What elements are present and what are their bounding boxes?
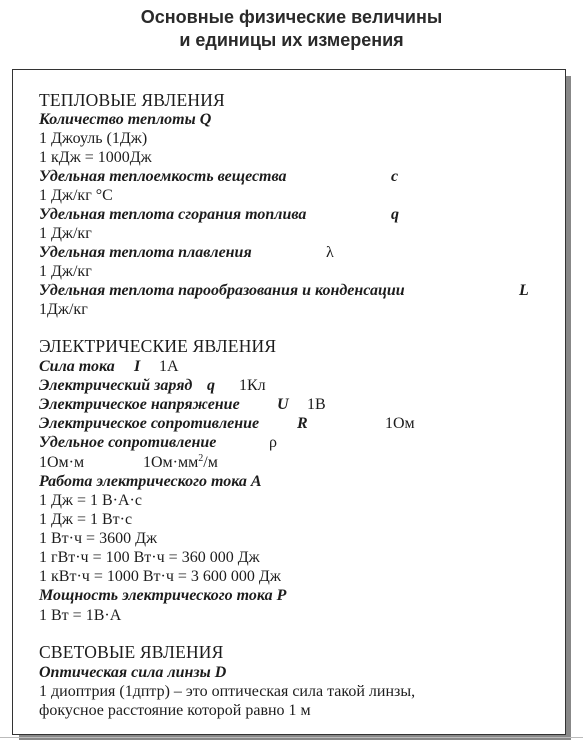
- fusion-row: [39, 243, 539, 262]
- resistivity-label: Удельное сопротивление: [39, 434, 217, 451]
- kilojoule-unit: 1 кДж = 1000Дж: [39, 149, 152, 166]
- combustion-row: [39, 205, 539, 224]
- section-header-light: СВЕТОВЫЕ ЯВЛЕНИЯ: [39, 642, 224, 662]
- work-unit-5: 1 кВт·ч = 1000 Вт·ч = 3 600 000 Дж: [39, 568, 281, 585]
- content-frame: [12, 69, 566, 735]
- vaporization-row: [39, 281, 549, 300]
- resistance-unit: 1Ом: [385, 415, 415, 432]
- vaporization-unit: 1Дж/кг: [39, 301, 88, 318]
- power-unit: 1 Вт = 1В·А: [39, 607, 122, 624]
- current-symbol: I: [134, 358, 141, 375]
- voltage-label: Электрическое напряжение: [39, 396, 240, 413]
- resistivity-unit-2: $1Ом\cdot мм^2/м$: [143, 453, 218, 471]
- diopter-definition-line-1: 1 диоптрия (1дптр) – это оптическая сила такой линзы,: [39, 683, 416, 700]
- section-header-electric: ЭЛЕКТРИЧЕСКИЕ ЯВЛЕНИЯ: [39, 336, 277, 356]
- voltage-unit: 1В: [307, 396, 326, 413]
- specific-heat-row: [39, 167, 539, 186]
- fusion-symbol: λ: [326, 244, 334, 261]
- section-header-thermal: ТЕПЛОВЫЕ ЯВЛЕНИЯ: [39, 90, 225, 110]
- charge-label: Электрический заряд: [39, 377, 193, 394]
- resistivity-units-row: [39, 453, 539, 472]
- page-title: [0, 6, 583, 52]
- divider: [0, 737, 583, 738]
- heat-quantity-label: Количество теплоты Q: [39, 111, 212, 128]
- combustion-symbol: q: [391, 206, 399, 223]
- resistance-symbol: R: [297, 415, 308, 432]
- vaporization-label: Удельная теплота парообразования и конденсации: [39, 282, 405, 299]
- joule-unit: 1 Джоуль (1Дж): [39, 130, 148, 147]
- specific-heat-symbol: c: [391, 168, 399, 185]
- resistivity-row: [39, 433, 539, 452]
- work-label: Работа электрического тока А: [39, 473, 262, 490]
- work-unit-1: 1 Дж = 1 В·А·с: [39, 492, 142, 509]
- voltage-symbol: U: [277, 396, 289, 413]
- combustion-unit: 1 Дж/кг: [39, 225, 92, 242]
- title-line-2: и единицы их измерения: [179, 30, 404, 50]
- charge-symbol: q: [207, 377, 215, 394]
- diopter-definition-line-2: фокусное расстояние которой равно 1 м: [39, 702, 311, 719]
- work-unit-3: 1 Вт·ч = 3600 Дж: [39, 530, 158, 547]
- specific-heat-label: Удельная теплоемкость вещества: [39, 168, 287, 185]
- work-unit-2: 1 Дж = 1 Вт·с: [39, 511, 133, 528]
- work-unit-4: 1 гВт·ч = 100 Вт·ч = 360 000 Дж: [39, 549, 260, 566]
- charge-row: [39, 376, 539, 395]
- fusion-label: Удельная теплота плавления: [39, 244, 252, 261]
- current-label: Сила тока: [39, 358, 115, 375]
- charge-unit: 1Кл: [239, 377, 266, 394]
- resistance-label: Электрическое сопротивление: [39, 415, 260, 432]
- fusion-unit: 1 Дж/кг: [39, 263, 92, 280]
- combustion-label: Удельная теплота сгорания топлива: [39, 206, 307, 223]
- current-unit: 1А: [159, 358, 179, 375]
- resistance-row: [39, 414, 539, 433]
- resistivity-symbol: ρ: [269, 434, 277, 451]
- optical-power-label: Оптическая сила линзы D: [39, 664, 227, 681]
- resistivity-unit-1: 1Ом·м: [39, 454, 85, 471]
- title-line-1: Основные физические величины: [140, 7, 443, 27]
- current-row: [39, 357, 539, 376]
- specific-heat-unit: 1 Дж/кг °С: [39, 187, 113, 204]
- voltage-row: [39, 395, 539, 414]
- power-label: Мощность электрического тока Р: [39, 587, 287, 604]
- vaporization-symbol: L: [519, 282, 529, 299]
